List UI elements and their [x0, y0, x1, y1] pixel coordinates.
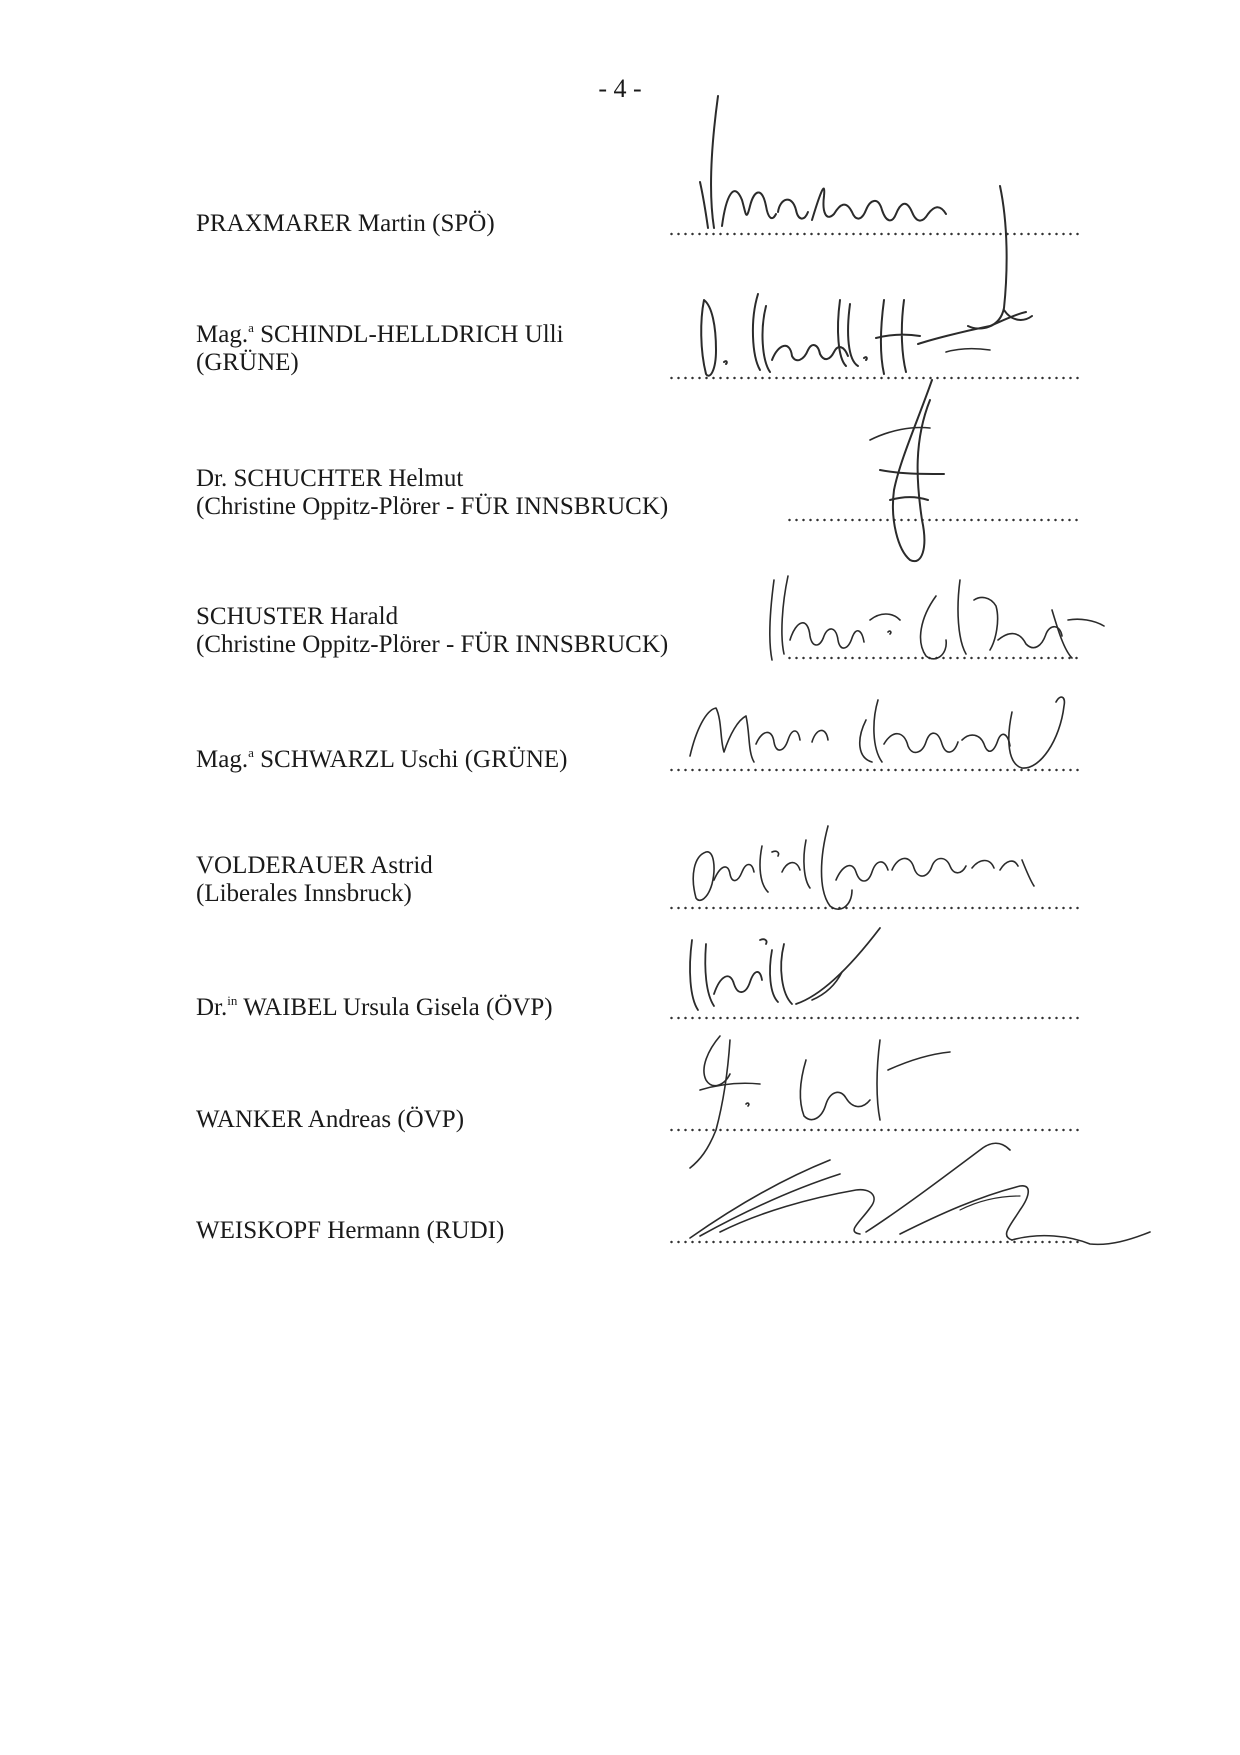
signatory-waibel — [196, 994, 553, 1022]
signatory-name: SCHWARZL Uschi (GRÜNE) — [260, 746, 568, 773]
signatory-name: SCHUSTER Harald — [196, 603, 399, 630]
signature-wanker — [690, 1036, 950, 1168]
signatory-name: SCHUCHTER Helmut — [233, 465, 464, 492]
signatory-affiliation: (Liberales Innsbruck) — [196, 880, 412, 907]
signature-schuchter — [870, 380, 944, 561]
signatory-name: WANKER Andreas (ÖVP) — [196, 1106, 465, 1133]
page-number: - 4 - — [598, 74, 642, 103]
signature-line — [668, 1016, 1082, 1020]
signatory-schuchter — [196, 465, 668, 521]
signature-schuster — [770, 576, 1104, 660]
signature-line — [668, 376, 1082, 380]
signatory-affiliation: (Christine Oppitz-Plörer - FÜR INNSBRUCK) — [196, 493, 669, 520]
signatory-name: PRAXMARER Martin (SPÖ) — [196, 210, 495, 237]
signatory-praxmarer — [196, 210, 495, 238]
signatory-weiskopf — [196, 1217, 504, 1245]
signature-line — [786, 656, 1082, 660]
signature-line — [668, 1240, 1082, 1244]
signature-line — [668, 906, 1082, 910]
signatory-name: WEISKOPF Hermann (RUDI) — [196, 1217, 505, 1244]
signatory-schindl-helldrich — [196, 321, 564, 377]
title-superscript: a — [248, 320, 254, 335]
signature-volderauer — [693, 826, 1034, 909]
signatory-wanker — [196, 1106, 464, 1134]
signature-waibel — [690, 928, 880, 1010]
signatory-affiliation: (Christine Oppitz-Plörer - FÜR INNSBRUCK) — [196, 631, 669, 658]
title-superscript: in — [227, 993, 238, 1008]
title-prefix: Dr. — [196, 465, 228, 492]
signature-schwarzl — [690, 697, 1064, 768]
signature-weiskopf — [690, 1143, 1150, 1244]
signatory-volderauer — [196, 852, 433, 908]
signatory-name: WAIBEL Ursula Gisela (ÖVP) — [243, 994, 553, 1021]
signature-line — [668, 232, 1082, 236]
title-prefix: Mag. — [196, 321, 249, 348]
signatory-schwarzl — [196, 746, 568, 774]
signatory-affiliation: (GRÜNE) — [196, 349, 299, 376]
signature-praxmarer — [700, 96, 1032, 329]
signature-line — [786, 518, 1082, 522]
title-superscript: a — [248, 745, 254, 760]
signatory-name: VOLDERAUER Astrid — [196, 852, 433, 879]
signatory-schuster — [196, 603, 668, 659]
signatory-name: SCHINDL-HELLDRICH Ulli — [260, 321, 564, 348]
signature-line — [668, 768, 1082, 772]
title-prefix: Dr. — [196, 994, 228, 1021]
title-prefix: Mag. — [196, 746, 249, 773]
signature-line — [668, 1128, 1082, 1132]
signature-schindl-helldrich — [701, 294, 1026, 376]
